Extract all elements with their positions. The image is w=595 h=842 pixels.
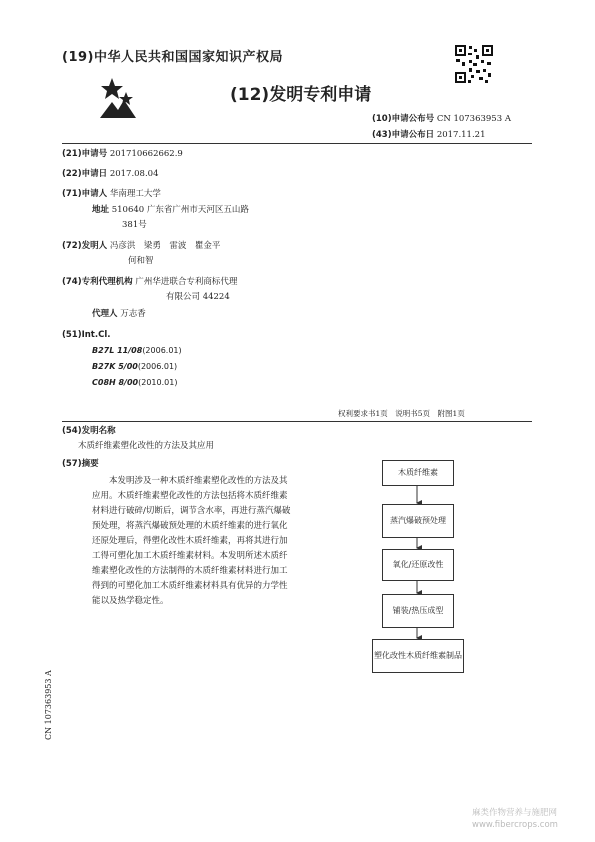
invention-title: 木质纤维素塑化改性的方法及其应用 bbox=[78, 441, 215, 451]
watermark-site-name: 麻类作物营养与施肥网 bbox=[472, 808, 558, 818]
header-divider bbox=[62, 143, 532, 144]
flow-step-redox: 氧化/还原改性 bbox=[382, 549, 454, 581]
flow-step-material: 木质纤维素 bbox=[382, 460, 454, 486]
application-number: (21)申请号 201710662662.9 bbox=[62, 149, 183, 159]
section-divider bbox=[62, 421, 532, 422]
qr-code-icon bbox=[454, 44, 494, 84]
publication-number: (10)申请公布号 CN 107363953 A bbox=[372, 114, 511, 124]
issuing-office: (19)中华人民共和国国家知识产权局 bbox=[62, 50, 283, 65]
abstract-label: (57)摘要 bbox=[62, 459, 99, 469]
application-date: (22)申请日 2017.08.04 bbox=[62, 169, 159, 179]
flow-step-hot-press: 铺装/热压成型 bbox=[382, 594, 454, 628]
watermark-url: www.fibercrops.com bbox=[472, 820, 558, 830]
inventors-line2: 何和智 bbox=[128, 256, 154, 266]
classification-item: B27K 5/00(2006.01) bbox=[92, 362, 178, 371]
applicant: (71)申请人 华南理工大学 bbox=[62, 189, 161, 199]
invention-title-label: (54)发明名称 bbox=[62, 426, 116, 436]
int-cl-label: (51)Int.Cl. bbox=[62, 330, 111, 340]
side-publication-number: CN 107363953 A bbox=[44, 670, 53, 740]
flow-step-product: 塑化改性木质纤维素制品 bbox=[372, 639, 464, 673]
applicant-address: 地址 510640 广东省广州市天河区五山路 bbox=[92, 205, 249, 215]
flow-step-steam-explosion: 蒸汽爆破预处理 bbox=[382, 504, 454, 538]
document-type-title: (12)发明专利申请 bbox=[230, 85, 372, 105]
patent-agency: (74)专利代理机构 广州华进联合专利商标代理 bbox=[62, 277, 238, 287]
publication-date: (43)申请公布日 2017.11.21 bbox=[372, 130, 486, 140]
patent-agent: 代理人 万志香 bbox=[92, 309, 146, 319]
abstract-text: 本发明涉及一种木质纤维素塑化改性的方法及其应用。木质纤维素塑化改性的方法包括将木质纤维素材料进行破碎/切断后，调节含水率，再进行蒸汽爆破预处理，将蒸汽爆破预处理的木质纤维素的进行氧化还原处理后，得塑化改性木质纤维素，再将其进行加工得可塑化加工木质纤维素材料。本发明所述木质纤维素塑化改性的方法制得的木质纤维素材料进行加工得到的可塑化加工木质纤维素材料具有优异的力学性能以及热学稳定性。 bbox=[92, 476, 291, 606]
classification-item: C08H 8/00(2010.01) bbox=[92, 378, 178, 387]
inventors: (72)发明人 冯彦洪 梁勇 雷波 瞿金平 bbox=[62, 241, 221, 251]
classification-item: B27L 11/08(2006.01) bbox=[92, 346, 182, 355]
page-counts: 权利要求书1页 说明书5页 附图1页 bbox=[338, 409, 465, 418]
cnipa-emblem-icon bbox=[98, 74, 138, 120]
applicant-address-line2: 381号 bbox=[122, 220, 147, 230]
patent-agency-line2: 有限公司 44224 bbox=[166, 292, 230, 302]
